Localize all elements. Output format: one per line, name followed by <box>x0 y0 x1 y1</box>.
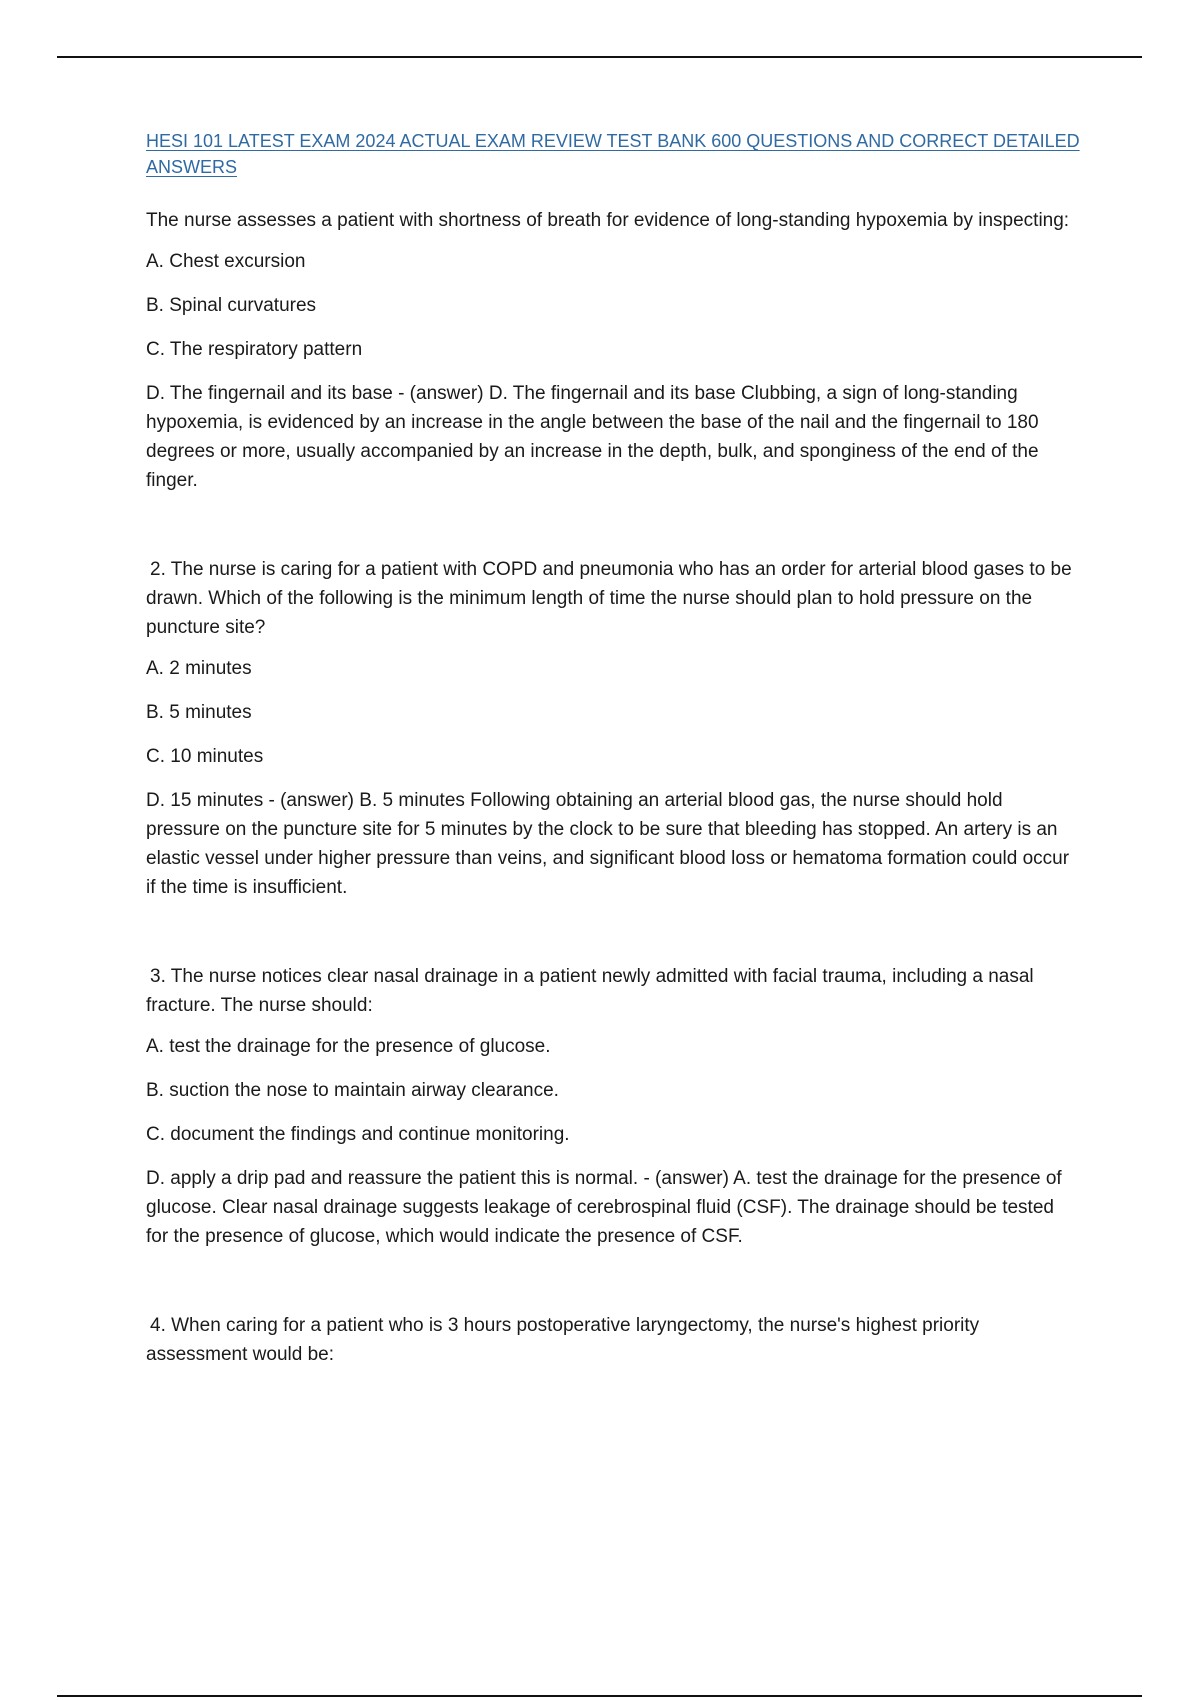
footer-rule <box>57 1695 1142 1697</box>
answer-option-b: B. 5 minutes <box>146 702 252 723</box>
answer-option-b: B. Spinal curvatures <box>146 295 317 316</box>
question-stem: 2. The nurse is caring for a patient with COPD and pneumonia who has an order for arterial blood gases to be drawn. Which of the following is the minimum length of time the nurse should plan to hold pressure on the puncture site? <box>146 559 1072 638</box>
question-3 <box>146 962 1081 1251</box>
answer-option-d-with-rationale: D. 15 minutes - (answer) B. 5 minutes Following obtaining an arterial blood gas, the nurse should hold pressure on the puncture site for 5 minutes by the clock to be sure that bleeding has stopped. An artery is an elastic vessel under higher pressure than veins, and significant blood loss or hematoma formation could occur if the time is insufficient. <box>146 790 1070 898</box>
answer-option-d-with-rationale: D. The fingernail and its base - (answer) D. The fingernail and its base Clubbing, a sign of long-standing hypoxemia, is evidenced by an increase in the angle between the base of the nail and the fingernail to 180 degrees or more, usually accompanied by an increase in the depth, bulk, and sponginess of the end of the finger. <box>146 383 1039 491</box>
answer-option-c: C. document the findings and continue monitoring. <box>146 1124 570 1145</box>
question-stem: The nurse assesses a patient with shortness of breath for evidence of long-standing hypoxemia by inspecting: <box>146 210 1070 231</box>
answer-option-c: C. The respiratory pattern <box>146 339 363 360</box>
question-4 <box>146 1311 1081 1369</box>
document-body <box>146 128 1081 1429</box>
question-stem: 3. The nurse notices clear nasal drainage in a patient newly admitted with facial trauma, including a nasal fracture. The nurse should: <box>146 966 1034 1016</box>
question-1 <box>146 206 1081 495</box>
answer-option-b: B. suction the nose to maintain airway clearance. <box>146 1080 559 1101</box>
answer-option-a: A. test the drainage for the presence of glucose. <box>146 1036 551 1057</box>
answer-option-d-with-rationale: D. apply a drip pad and reassure the patient this is normal. - (answer) A. test the drainage for the presence of glucose. Clear nasal drainage suggests leakage of cerebrospinal fluid (CSF). The drainage should be tested for the presence of glucose, which would indicate the presence of CSF. <box>146 1168 1062 1247</box>
question-stem: 4. When caring for a patient who is 3 hours postoperative laryngectomy, the nurse's highest priority assessment would be: <box>146 1315 980 1365</box>
document-title-link[interactable]: HESI 101 LATEST EXAM 2024 ACTUAL EXAM REVIEW TEST BANK 600 QUESTIONS AND CORRECT DETAILED ANSWERS <box>146 131 1080 177</box>
answer-option-c: C. 10 minutes <box>146 746 264 767</box>
question-2 <box>146 555 1081 902</box>
header-rule <box>57 56 1142 58</box>
answer-option-a: A. Chest excursion <box>146 251 306 272</box>
answer-option-a: A. 2 minutes <box>146 658 252 679</box>
